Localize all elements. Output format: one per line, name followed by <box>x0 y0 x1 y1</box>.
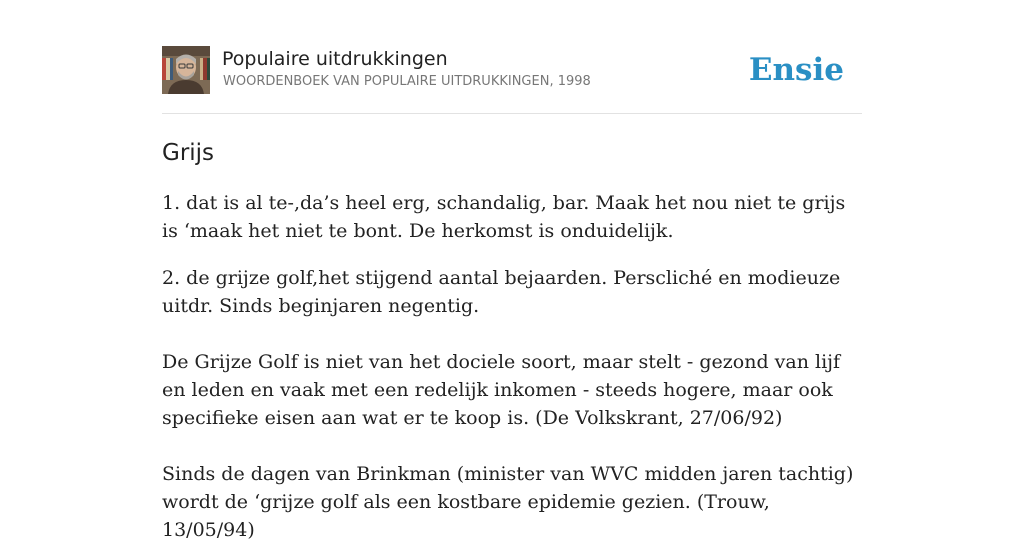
source-subtitle: WOORDENBOEK VAN POPULAIRE UITDRUKKINGEN, 1998 <box>223 74 591 89</box>
brand-logo[interactable]: Ensie <box>748 52 844 88</box>
quote-paragraph: De Grijze Golf is niet van het dociele soort, maar stelt - gezond van lijf en leden en vaak met een redelijk inkomen - steeds hogere, maar ook specifieke eisen aan wat er te koop is. (De Volkskrant, 27/06/92) <box>162 351 841 429</box>
paragraph-spacer <box>162 432 862 460</box>
source-title[interactable]: Populaire uitdrukkingen <box>222 48 448 70</box>
author-avatar[interactable] <box>162 46 210 94</box>
paragraph-spacer <box>162 320 862 348</box>
source-header <box>162 46 862 114</box>
definition-paragraph: 2. de grijze golf,het stijgend aantal bejaarden. Perscliché en modieuze uitdr. Sinds beginjaren negentig. <box>162 267 841 317</box>
definition-paragraph: 1. dat is al te-,da’s heel erg, schandalig, bar. Maak het nou niet te grijs is ‘maak het niet te bont. De herkomst is onduidelijk. <box>162 192 846 242</box>
quote-paragraph: Sinds de dagen van Brinkman (minister van WVC midden jaren tachtig) wordt de ‘grijze golf als een kostbare epidemie gezien. (Trouw, 13/05/94) <box>162 463 854 541</box>
entry-content <box>162 136 862 544</box>
avatar-image <box>162 46 210 94</box>
entry-title: Grijs <box>162 140 215 166</box>
